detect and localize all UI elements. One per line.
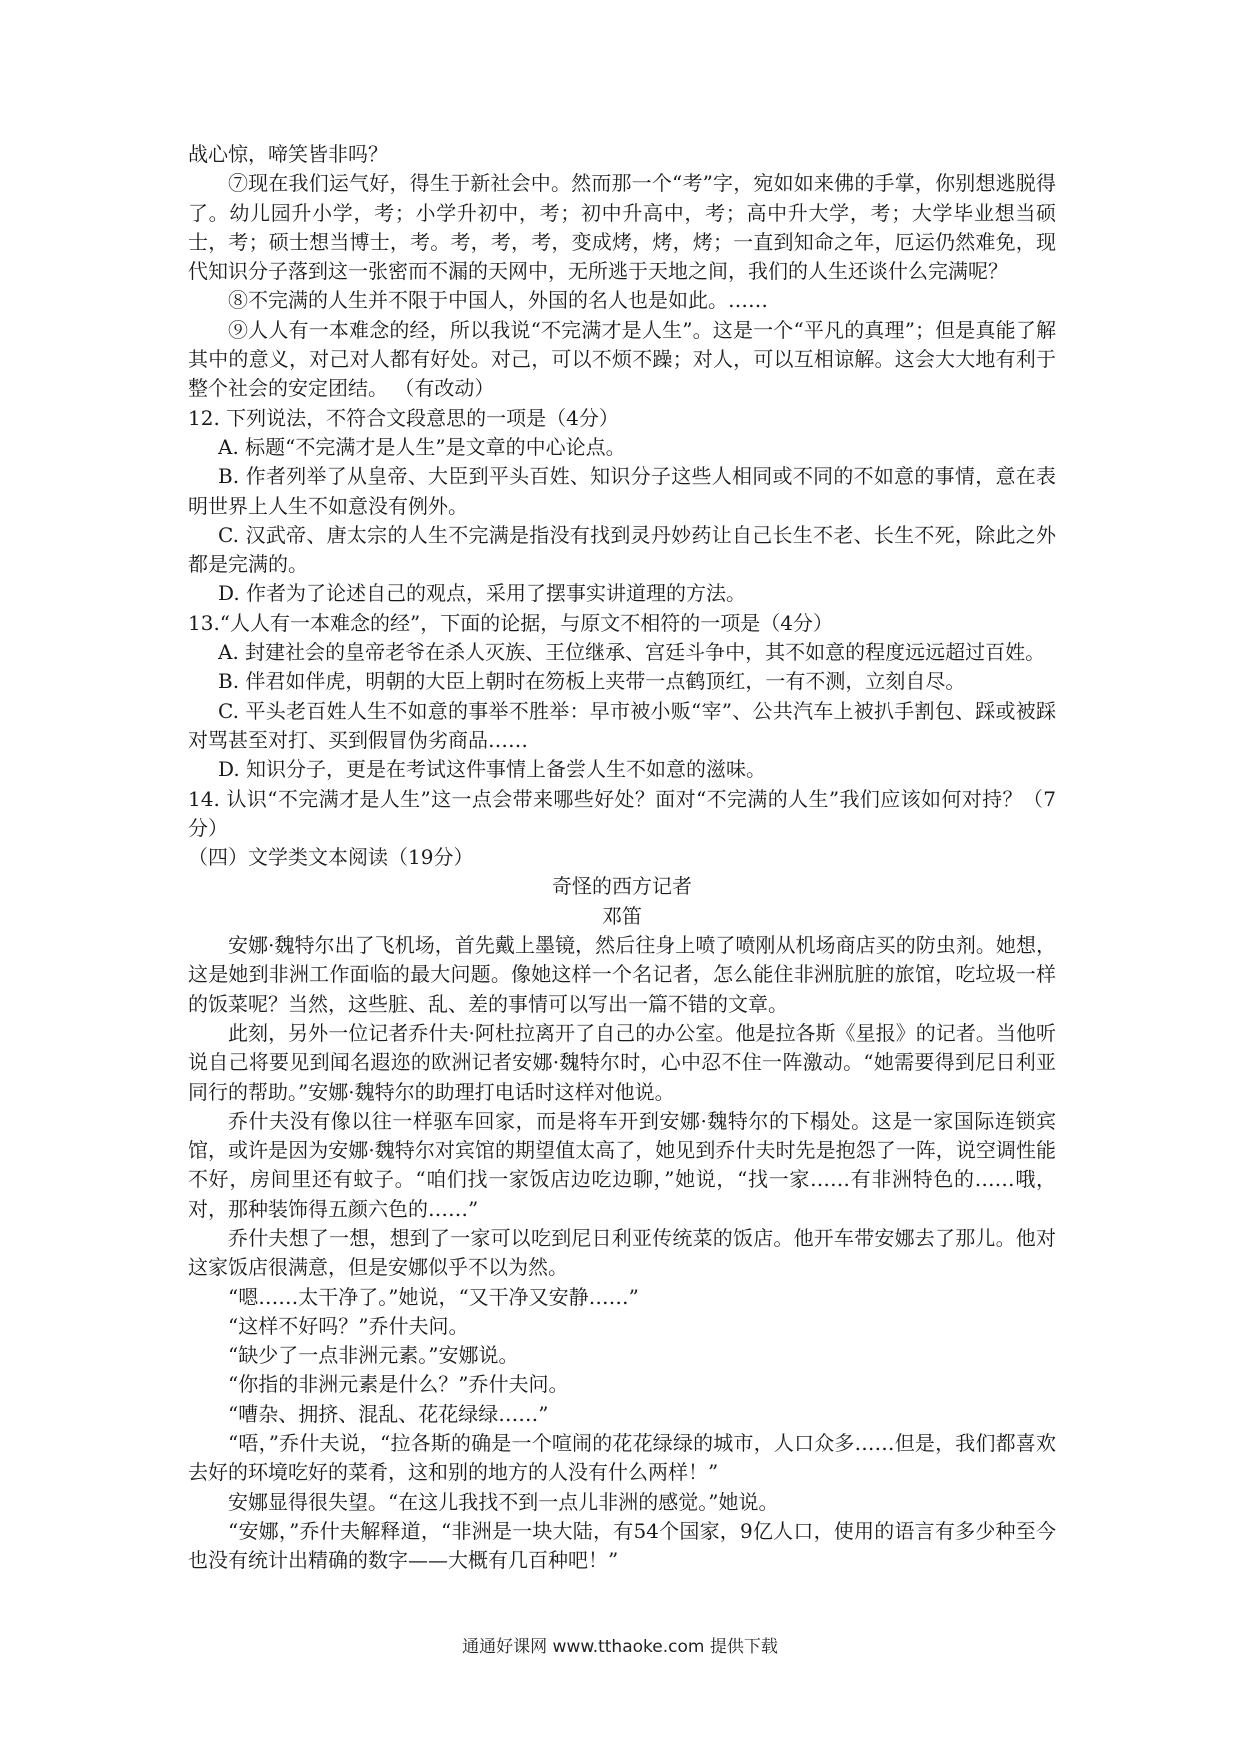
paragraph: 乔什夫想了一想，想到了一家可以吃到尼日利亚传统菜的饭店。他开车带安娜去了那儿。他对这家饭店很满意，但是安娜似乎不以为然。 <box>188 1225 1056 1280</box>
paragraph: 此刻，另外一位记者乔什夫·阿杜拉离开了自己的办公室。他是拉各斯《星报》的记者。当他听说自己将要见到闻名遐迩的欧洲记者安娜·魏特尔时，心中忍不住一阵激动。“她需要得到尼日利亚同行的帮助。”安娜·魏特尔的助理打电话时这样对他说。 <box>188 1020 1056 1104</box>
paragraph: “嗯……太干净了。”她说，“又干净又安静……” <box>228 1284 639 1309</box>
paragraph: “嘈杂、拥挤、混乱、花花绿绿……” <box>228 1401 549 1426</box>
section-heading: （四）文学类文本阅读（19分） <box>188 845 474 870</box>
article-title: 奇怪的西方记者 <box>552 874 692 899</box>
paragraph: ⑨人人有一本难念的经，所以我说“不完满才是人生”。这是一个“平凡的真理”；但是真能了解其中的意义，对己对人都有好处。对己，可以不烦不躁；对人，可以互相谅解。这会大大地有利于整个社会的安定团结。 （有改动） <box>188 317 1056 401</box>
answer-option: A. 标题“不完满才是人生”是文章的中心论点。 <box>218 434 626 459</box>
answer-option: A. 封建社会的皇帝老爷在杀人灭族、王位继承、宫廷斗争中，其不如意的程度远远超过百姓。 <box>218 640 1046 665</box>
paragraph: “唔，”乔什夫说，“拉各斯的确是一个喧闹的花花绿绿的城市，人口众多……但是，我们都喜欢去好的环境吃好的菜肴，这和别的地方的人没有什么两样！” <box>188 1431 1056 1485</box>
page-footer: 通通好课网 www.tthaoke.com 提供下载 <box>462 1637 778 1657</box>
paragraph: “你指的非洲元素是什么？”乔什夫问。 <box>228 1372 569 1397</box>
answer-option: D. 作者为了论述自己的观点，采用了摆事实讲道理的方法。 <box>218 581 747 606</box>
answer-option: D. 知识分子，更是在考试这件事情上备尝人生不如意的滋味。 <box>218 757 767 782</box>
document-body <box>188 140 1056 1576</box>
paragraph: “安娜，”乔什夫解释道，“非洲是一块大陆，有54个国家，9亿人口，使用的语言有多少种至今也没有统计出精确的数字——大概有几百种吧！” <box>188 1518 1056 1573</box>
question: 12. 下列说法，不符合文段意思的一项是（4分） <box>188 405 619 430</box>
paragraph: 安娜·魏特尔出了飞机场，首先戴上墨镜，然后往身上喷了喷刚从机场商店买的防虫剂。她想，这是她到非洲工作面临的最大问题。像她这样一个名记者，怎么能住非洲肮脏的旅馆，吃垃圾一样的饭菜呢？当然，这些脏、乱、差的事情可以写出一篇不错的文章。 <box>188 933 1056 1016</box>
paragraph: 乔什夫没有像以往一样驱车回家，而是将车开到安娜·魏特尔的下榻处。这是一家国际连锁宾馆，或许是因为安娜·魏特尔对宾馆的期望值太高了，她见到乔什夫时先是抱怨了一阵，说空调性能不好，房间里还有蚊子。“咱们找一家饭店边吃边聊，”她说，“找一家……有非洲特色的……哦，对，那种装饰得五颜六色的……” <box>188 1108 1056 1221</box>
answer-option: B. 作者列举了从皇帝、大臣到平头百姓、知识分子这些人相同或不同的不如意的事情，意在表明世界上人生不如意没有例外。 <box>188 464 1056 518</box>
paragraph: ⑧不完满的人生并不限于中国人，外国的名人也是如此。…… <box>228 288 768 313</box>
answer-option: C. 平头老百姓人生不如意的事举不胜举：早市被小贩“宰”、公共汽车上被扒手割包、踩或被踩对骂甚至对打、买到假冒伪劣商品…… <box>188 698 1056 752</box>
article-author: 邓笛 <box>602 903 642 928</box>
paragraph: ⑦现在我们运气好，得生于新社会中。然而那一个“考”字，宛如如来佛的手掌，你别想逃脱得了。幼儿园升小学，考；小学升初中，考；初中升高中，考；高中升大学，考；大学毕业想当硕士，考；硕士想当博士，考。考，考，考，变成烤，烤，烤；一直到知命之年，厄运仍然难免，现代知识分子落到这一张密而不漏的天网中，无所逃于天地之间，我们的人生还谈什么完满呢？ <box>188 171 1056 284</box>
paragraph: “缺少了一点非洲元素。”安娜说。 <box>228 1343 519 1368</box>
paragraph: “这样不好吗？”乔什夫问。 <box>228 1313 469 1338</box>
question: 14. 认识“不完满才是人生”这一点会带来哪些好处？面对“不完满的人生”我们应该如何对持？（7分） <box>188 786 1056 840</box>
paragraph: 安娜显得很失望。“在这儿我找不到一点儿非洲的感觉。”她说。 <box>228 1489 779 1514</box>
paragraph: 战心惊，啼笑皆非吗？ <box>188 142 388 166</box>
answer-option: C. 汉武帝、唐太宗的人生不完满是指没有找到灵丹妙药让自己长生不老、长生不死，除此之外都是完满的。 <box>188 522 1056 577</box>
answer-option: B. 伴君如伴虎，明朝的大臣上朝时在笏板上夹带一点鹤顶红，一有不测，立刻自尽。 <box>218 669 966 694</box>
question: 13.“人人有一本难念的经”，下面的论据，与原文不相符的一项是（4分） <box>188 610 833 635</box>
